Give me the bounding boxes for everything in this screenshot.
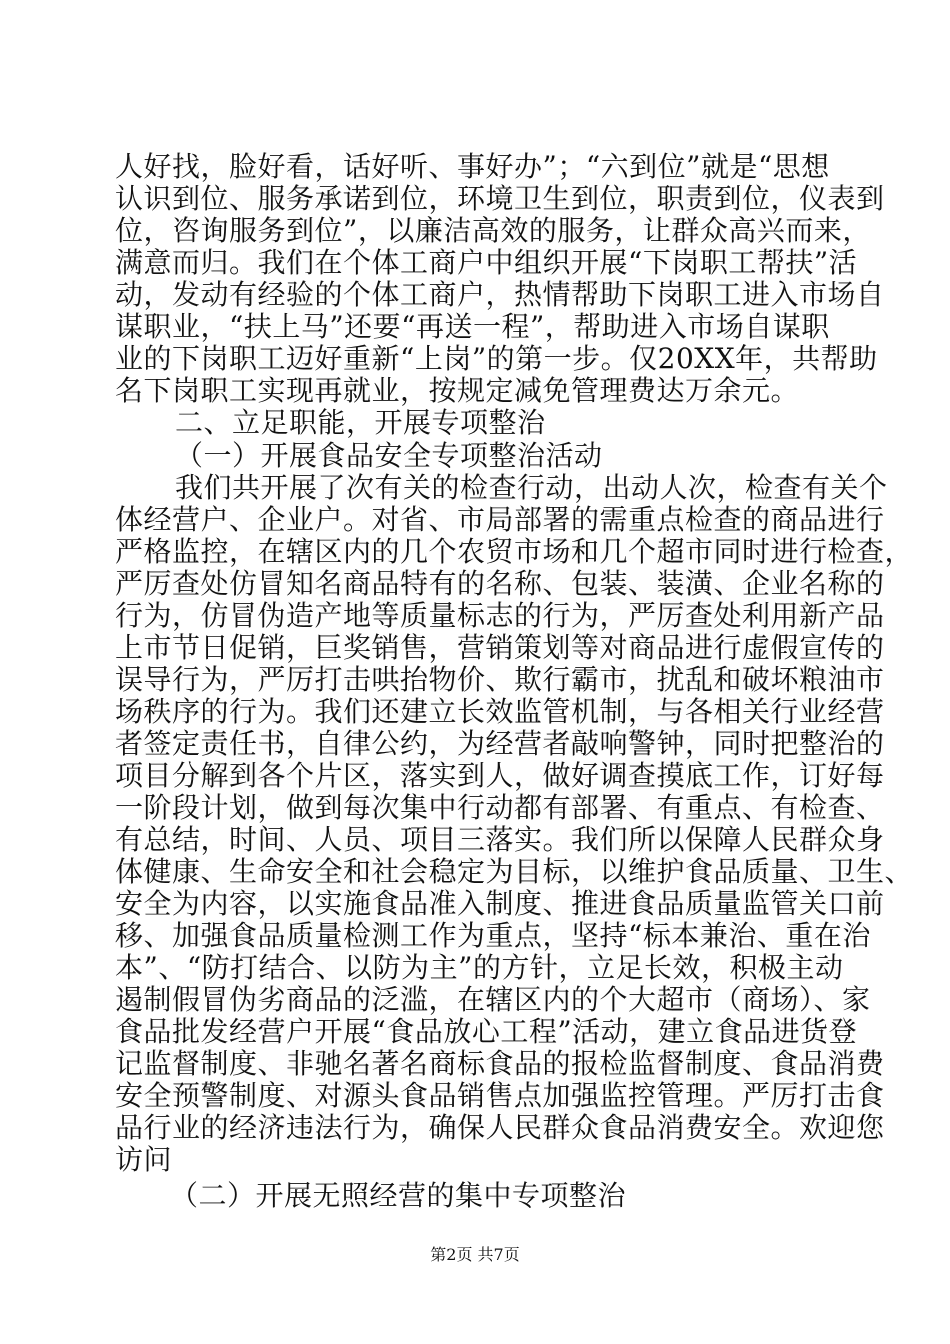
- text-line: 遏制假冒伪劣商品的泛滥，在辖区内的个大超市（商场）、家: [115, 983, 871, 1016]
- text-line: 认识到位、服务承诺到位，环境卫生到位，职责到位，仪表到: [115, 182, 885, 215]
- text-line: 体健康、生命安全和社会稳定为目标，以维护食品质量、卫生、: [115, 855, 914, 888]
- text-line: 移、加强食品质量检测工作为重点，坚持“标本兼治、重在治: [115, 919, 871, 952]
- text-line: 有总结，时间、人员、项目三落实。我们所以保障人民群众身: [115, 823, 885, 856]
- text-line: 记监督制度、非驰名著名商标食品的报检监督制度、食品消费: [115, 1047, 885, 1080]
- text-line: 动，发动有经验的个体工商户，热情帮助下岗职工进入市场自: [115, 278, 885, 311]
- text-line: 位，咨询服务到位”，以廉洁高效的服务，让群众高兴而来，: [115, 214, 871, 247]
- text-line: 谋职业，“扶上马”还要“再送一程”，帮助进入市场自谋职: [115, 310, 830, 343]
- page-number-footer: 第2页 共7页: [430, 1245, 520, 1264]
- text-line: （一）开展食品安全专项整治活动: [175, 439, 603, 472]
- text-line: 体经营户、企业户。对省、市局部署的需重点检查的商品进行: [115, 503, 885, 536]
- text-line: 满意而归。我们在个体工商户中组织开展“下岗职工帮扶”活: [115, 246, 858, 279]
- text-line: 本”、“防打结合、以防为主”的方针，立足长效，积极主动: [115, 951, 844, 984]
- text-line: 一阶段计划，做到每次集中行动都有部署、有重点、有检查、: [115, 791, 885, 824]
- text-line: 误导行为，严厉打击哄抬物价、欺行霸市，扰乱和破坏粮油市: [115, 663, 885, 696]
- text-line: 项目分解到各个片区，落实到人，做好调查摸底工作，订好每: [115, 759, 885, 792]
- text-line: （二）开展无照经营的集中专项整治: [170, 1179, 627, 1212]
- text-line: 访问: [115, 1143, 173, 1176]
- text-line: 安全预警制度、对源头食品销售点加强监控管理。严厉打击食: [115, 1079, 885, 1112]
- text-line: 行为，仿冒伪造产地等质量标志的行为，严厉查处利用新产品: [115, 599, 885, 632]
- text-line: 业的下岗职工迈好重新“上岗”的第一步。仅20XX年，共帮助: [115, 342, 878, 375]
- text-line: 我们共开展了次有关的检查行动，出动人次，检查有关个: [175, 471, 888, 504]
- text-line: 人好找，脸好看，话好听、事好办”；“六到位”就是“思想: [115, 150, 830, 183]
- text-line: 名下岗职工实现再就业，按规定减免管理费达万余元。: [115, 374, 800, 407]
- text-line: 安全为内容，以实施食品准入制度、推进食品质量监管关口前: [115, 887, 885, 920]
- text-line: 二、立足职能，开展专项整治: [175, 406, 546, 439]
- text-line: 严厉查处仿冒知名商品特有的名称、包装、装潢、企业名称的: [115, 567, 885, 600]
- text-line: 品行业的经济违法行为，确保人民群众食品消费安全。欢迎您: [115, 1111, 885, 1144]
- text-line: 严格监控，在辖区内的几个农贸市场和几个超市同时进行检查，: [115, 535, 914, 568]
- text-line: 场秩序的行为。我们还建立长效监管机制，与各相关行业经营: [115, 695, 885, 728]
- text-line: 上市节日促销，巨奖销售，营销策划等对商品进行虚假宣传的: [115, 631, 885, 664]
- text-line: 食品批发经营户开展“食品放心工程”活动，建立食品进货登: [115, 1015, 858, 1048]
- text-line: 者签定责任书，自律公约，为经营者敲响警钟，同时把整治的: [115, 727, 885, 760]
